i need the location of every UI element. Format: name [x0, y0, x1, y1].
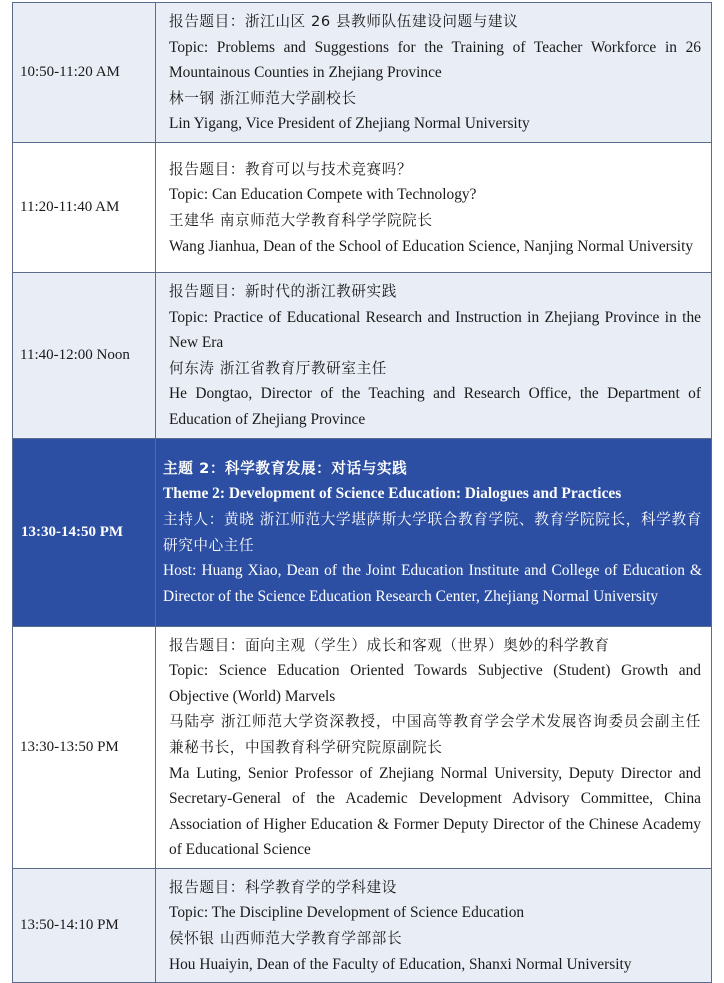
topic-zh: 报告题目：浙江山区 26 县教师队伍建设问题与建议: [169, 13, 519, 30]
speaker-en: Wang Jianhua, Dean of the School of Education Science, Nanjing Normal University: [169, 237, 694, 255]
agenda-row: [13, 142, 712, 272]
host-zh: 主持人：黄晓 浙江师范大学堪萨斯大学联合教育学院、教育学院院长，科学教育研究中心主任: [163, 510, 702, 554]
topic-zh: 报告题目：教育可以与技术竞赛吗？: [169, 160, 413, 178]
session-time: 11:20-11:40 AM: [13, 142, 156, 272]
agenda-row: [13, 626, 712, 868]
topic-en: Topic: Can Education Compete with Technology?: [169, 186, 477, 204]
topic-en: Topic: Problems and Suggestions for the Training of Teacher Workforce in 26 Mountainous Counties in Zhejiang Province: [169, 38, 701, 82]
agenda-row: [13, 272, 712, 438]
speaker-zh: 王建华 南京师范大学教育科学学院院长: [169, 211, 433, 229]
topic-en: Topic: Science Education Oriented Towards Subjective (Student) Growth and Objective (World) Marvels: [169, 662, 701, 705]
session-details: [156, 626, 712, 868]
topic-en: Topic: The Discipline Development of Science Education: [169, 904, 525, 922]
session-time: 10:50-11:20 AM: [13, 3, 156, 143]
speaker-zh: 林一钢 浙江师范大学副校长: [169, 89, 357, 107]
session-time: 11:40-12:00 Noon: [13, 272, 156, 438]
speaker-en: He Dongtao, Director of the Teaching and Research Office, the Department of Education of Zhejiang Province: [169, 385, 701, 428]
speaker-en: Lin Yigang, Vice President of Zhejiang Normal University: [169, 115, 530, 133]
host-en: Host: Huang Xiao, Dean of the Joint Education Institute and College of Education & Director of the Science Education Research Center, Zhejiang Normal University: [163, 562, 702, 605]
session-details: [156, 142, 712, 272]
speaker-zh: 侯怀银 山西师范大学教育学部部长: [169, 930, 403, 948]
topic-zh: 报告题目：面向主观（学生）成长和客观（世界）奥妙的科学教育: [169, 636, 610, 654]
theme-title-en: Theme 2: Development of Science Education: Dialogues and Practices: [163, 485, 622, 503]
speaker-zh: 何东涛 浙江省教育厅教研室主任: [169, 359, 387, 377]
agenda-row: [13, 3, 712, 143]
speaker-en: Ma Luting, Senior Professor of Zhejiang Normal University, Deputy Director and Secretary-General of the Academic Development Advisory Committee, China Association of Higher Education & Former Deputy Director of the Chinese Academy of Educational Science: [169, 764, 701, 859]
theme-row: [13, 438, 712, 626]
topic-zh: 报告题目：新时代的浙江教研实践: [169, 282, 397, 300]
speaker-en: Hou Huaiyin, Dean of the Faculty of Education, Shanxi Normal University: [169, 955, 632, 973]
session-details: [156, 3, 712, 143]
topic-en: Topic: Practice of Educational Research and Instruction in Zhejiang Province in the New Era: [169, 308, 701, 352]
topic-zh: 报告题目：科学教育学的学科建设: [169, 878, 397, 896]
session-time: 13:50-14:10 PM: [13, 868, 156, 982]
session-details: [156, 868, 712, 982]
session-details: [156, 272, 712, 438]
theme-details: [156, 438, 712, 626]
theme-title-zh: 主题 2：科学教育发展：对话与实践: [163, 459, 408, 477]
speaker-zh: 马陆亭 浙江师范大学资深教授，中国高等教育学会学术发展咨询委员会副主任兼秘书长，中国教育科学研究院原副院长: [169, 713, 701, 756]
agenda-row: [13, 868, 712, 982]
session-time: 13:30-14:50 PM: [13, 438, 156, 626]
session-time: 13:30-13:50 PM: [13, 626, 156, 868]
agenda-table: [12, 2, 712, 983]
